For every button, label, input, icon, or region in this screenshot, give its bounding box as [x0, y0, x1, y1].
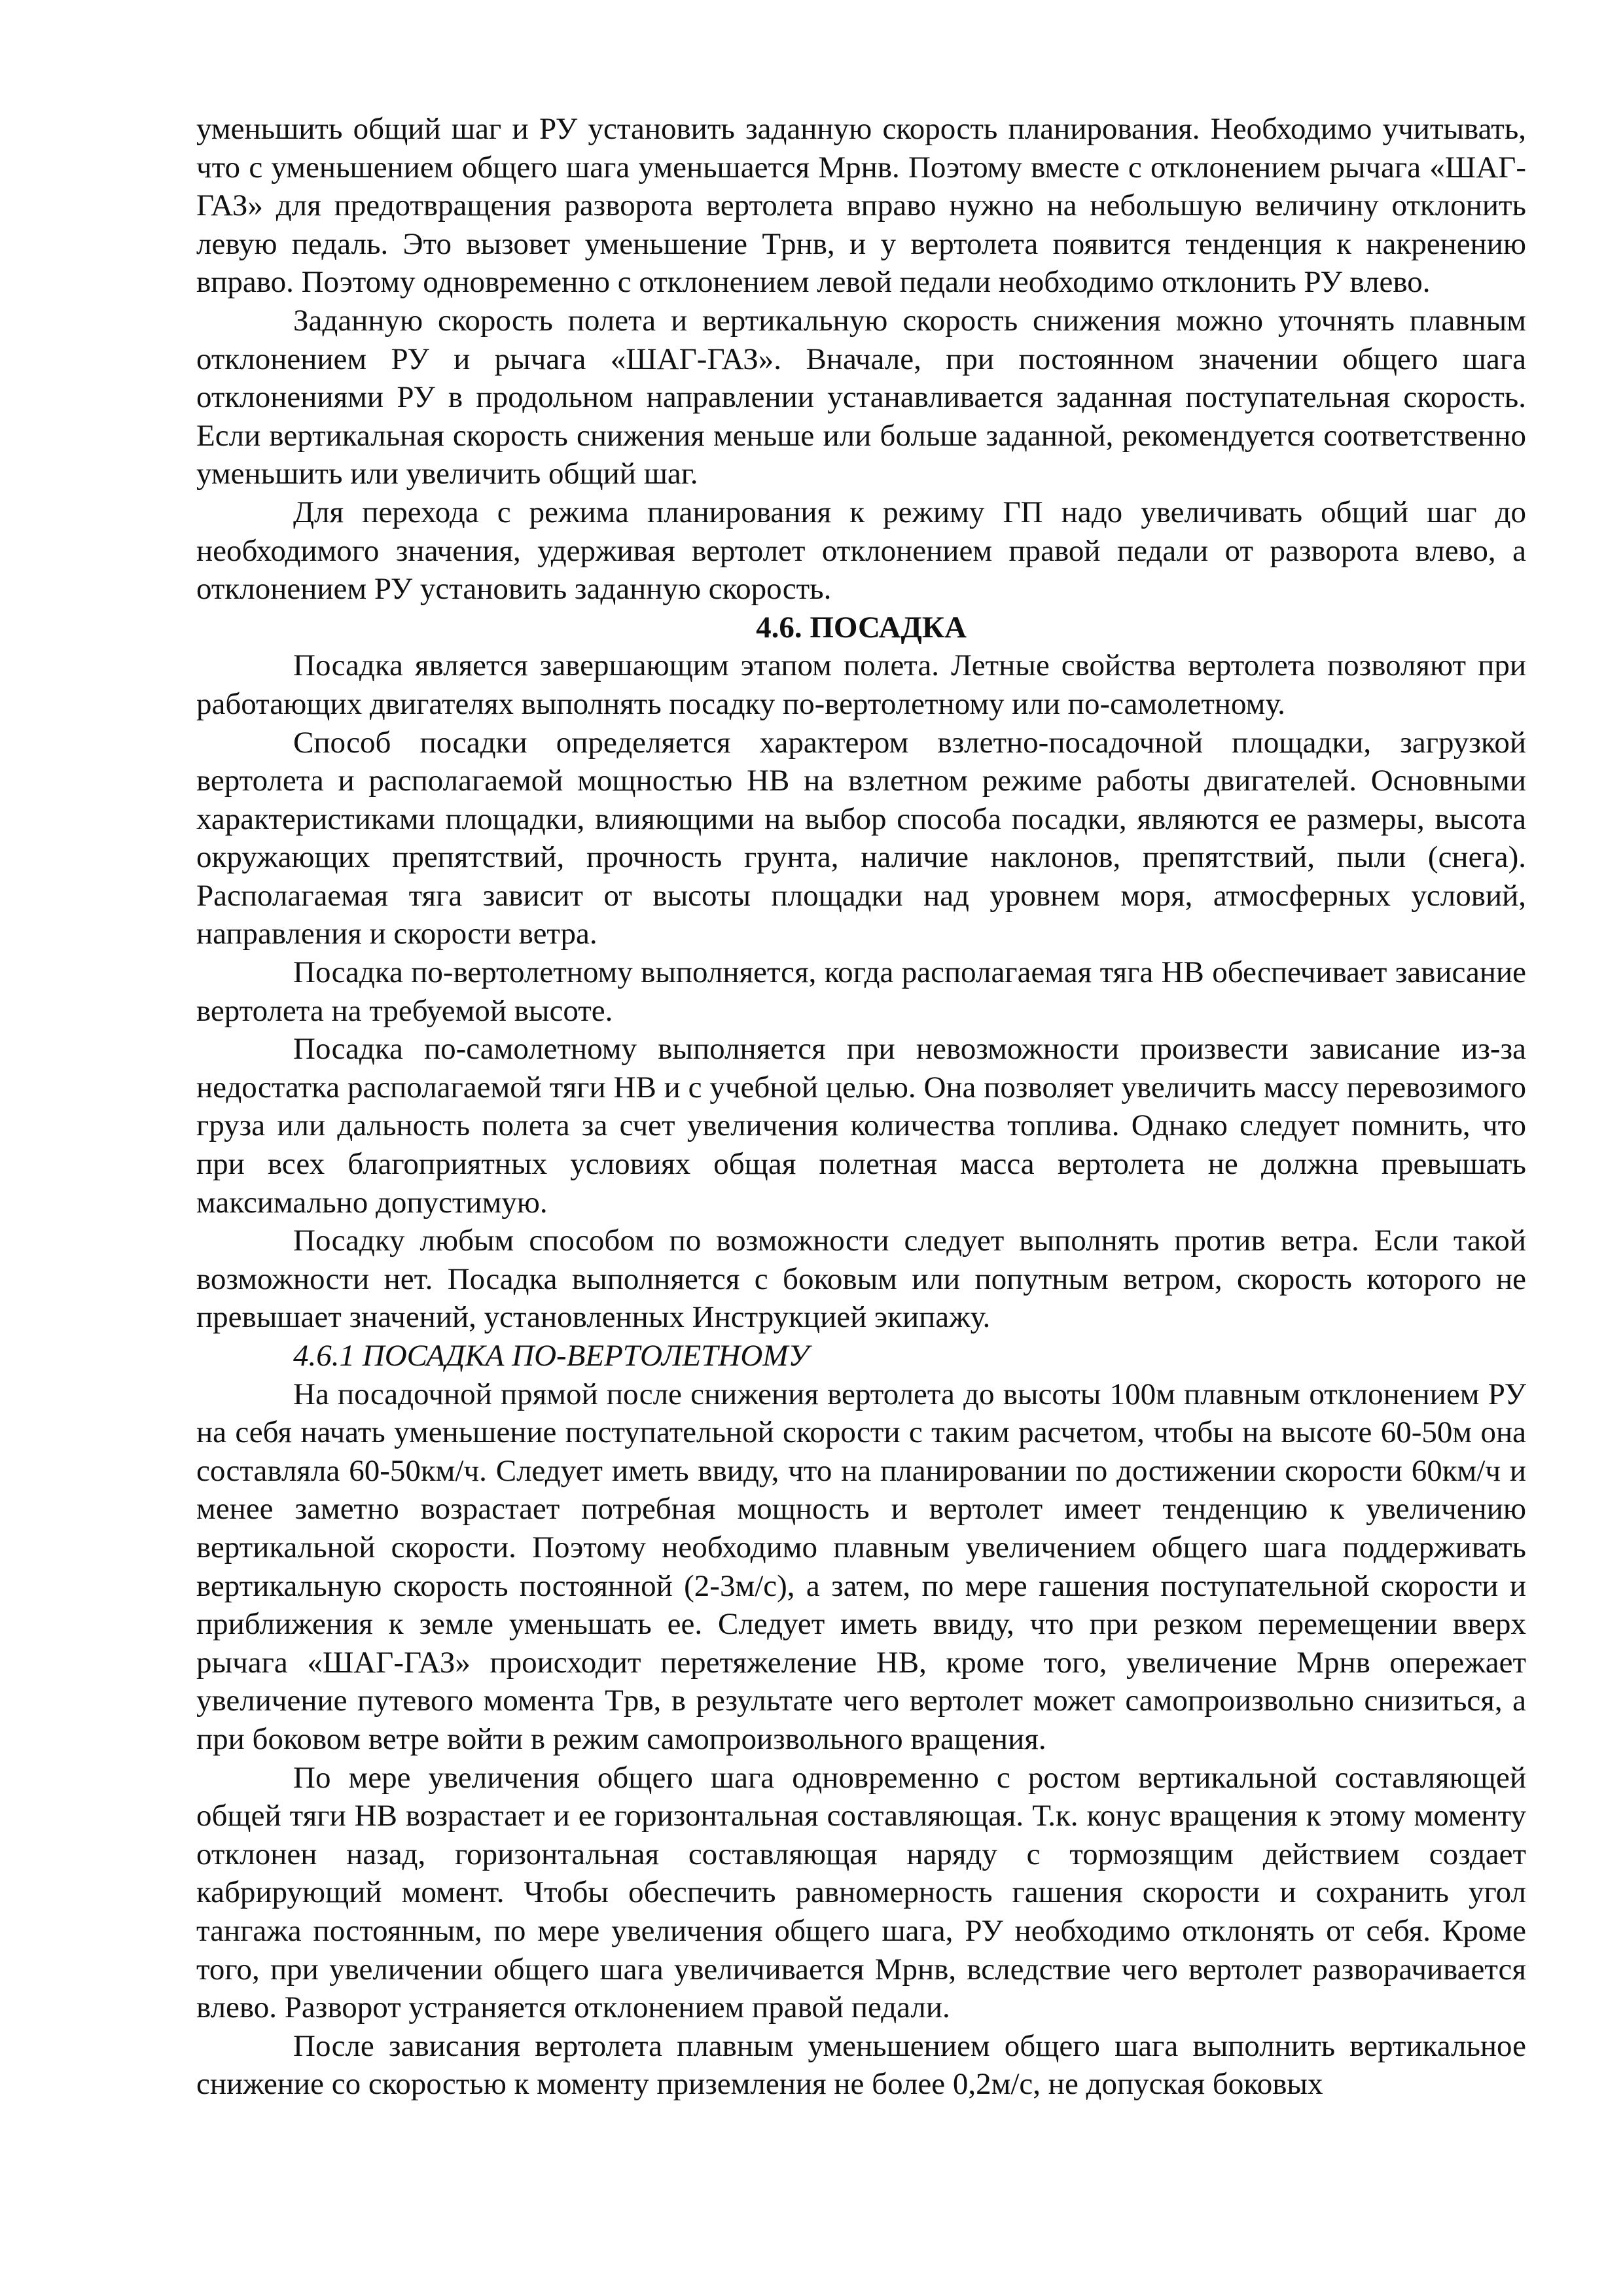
subsection-heading: 4.6.1 ПОСАДКА ПО-ВЕРТОЛЕТНОМУ [293, 1339, 810, 1373]
paragraph: уменьшить общий шаг и РУ установить заданную скорость планирования. Необходимо учитывать, что с уменьшением общего шага уменьшается Mрнв. Поэтому вместе с отклонением рычага «ШАГ-ГАЗ» для предотвращения разворота вертолета вправо нужно на небольшую величину отклонить левую педаль. Это вызовет уменьшение Tрнв, и у вертолета появится тенденция к накренению вправо. Поэтому одновременно с отклонением левой педали необходимо отклонить РУ влево. [196, 112, 1526, 300]
paragraph: Способ посадки определяется характером взлетно-посадочной площадки, загрузкой вертолета и располагаемой мощностью НВ на взлетном режиме работы двигателей. Основными характеристиками площадки, влияющими на выбор способа посадки, являются ее размеры, высота окружающих препятствий, прочность грунта, наличие наклонов, препятствий, пыли (снега). Располагаемая тяга зависит от высоты площадки над уровнем моря, атмосферных условий, направления и скорости ветра. [196, 725, 1526, 951]
paragraph: На посадочной прямой после снижения вертолета до высоты 100м плавным отклонением РУ на себя начать уменьшение поступательной скорости с таким расчетом, чтобы на высоте 60-50м она составляла 60-50км/ч. Следует иметь ввиду, что на планировании по достижении скорости 60км/ч и менее заметно возрастает потребная мощность и вертолет имеет тенденцию к увеличению вертикальной скорости. Поэтому необходимо плавным увеличением общего шага поддерживать вертикальную скорость постоянной (2-3м/с), а затем, по мере гашения поступательной скорости и приближения к земле уменьшать ее. Следует иметь ввиду, что при резком перемещении вверх рычага «ШАГ-ГАЗ» происходит перетяжеление НВ, кроме того, увеличение Mрнв опережает увеличение путевого момента Tрв, в результате чего вертолет может самопроизвольно снизиться, а при боковом ветре войти в режим самопроизвольного вращения. [196, 1377, 1526, 1756]
paragraph: Заданную скорость полета и вертикальную скорость снижения можно уточнять плавным отклонением РУ и рычага «ШАГ-ГАЗ». Вначале, при постоянном значении общего шага отклонениями РУ в продольном направлении устанавливается заданная поступательная скорость. Если вертикальная скорость снижения меньше или больше заданной, рекомендуется соответственно уменьшить или увеличить общий шаг. [196, 303, 1526, 491]
paragraph: Посадку любым способом по возможности следует выполнять против ветра. Если такой возможности нет. Посадка выполняется с боковым или попутным ветром, скорость которого не превышает значений, установленных Инструкцией экипажу. [196, 1224, 1526, 1335]
paragraph: По мере увеличения общего шага одновременно с ростом вертикальной составляющей общей тяги НВ возрастает и ее горизонтальная составляющая. Т.к. конус вращения к этому моменту отклонен назад, горизонтальная составляющая наряду с тормозящим действием создает кабрирующий момент. Чтобы обеспечить равномерность гашения скорости и сохранить угол тангажа постоянным, по мере увеличения общего шага, РУ необходимо отклонять от себя. Кроме того, при увеличении общего шага увеличивается Mрнв, вследствие чего вертолет разворачивается влево. Разворот устраняется отклонением правой педали. [196, 1760, 1526, 2025]
paragraph: Для перехода с режима планирования к режиму ГП надо увеличивать общий шаг до необходимого значения, удерживая вертолет отклонением правой педали от разворота влево, а отклонением РУ установить заданную скорость. [196, 495, 1526, 607]
section-heading: 4.6. ПОСАДКА [756, 610, 967, 645]
paragraph: Посадка по-самолетному выполняется при невозможности произвести зависание из-за недостатка располагаемой тяги НВ и с учебной целью. Она позволяет увеличить массу перевозимого груза или дальность полета за счет увеличения количества топлива. Однако следует помнить, что при всех благоприятных условиях общая полетная масса вертолета не должна превышать максимально допустимую. [196, 1032, 1526, 1220]
paragraph: Посадка является завершающим этапом полета. Летные свойства вертолета позволяют при работающих двигателях выполнять посадку по-вертолетному или по-самолетному. [196, 648, 1526, 721]
document-page [196, 110, 1526, 2104]
paragraph: После зависания вертолета плавным уменьшением общего шага выполнить вертикальное снижение со скоростью к моменту приземления не более 0,2м/с, не допуская боковых [196, 2028, 1526, 2102]
paragraph: Посадка по-вертолетному выполняется, когда располагаемая тяга НВ обеспечивает зависание вертолета на требуемой высоте. [196, 955, 1526, 1028]
